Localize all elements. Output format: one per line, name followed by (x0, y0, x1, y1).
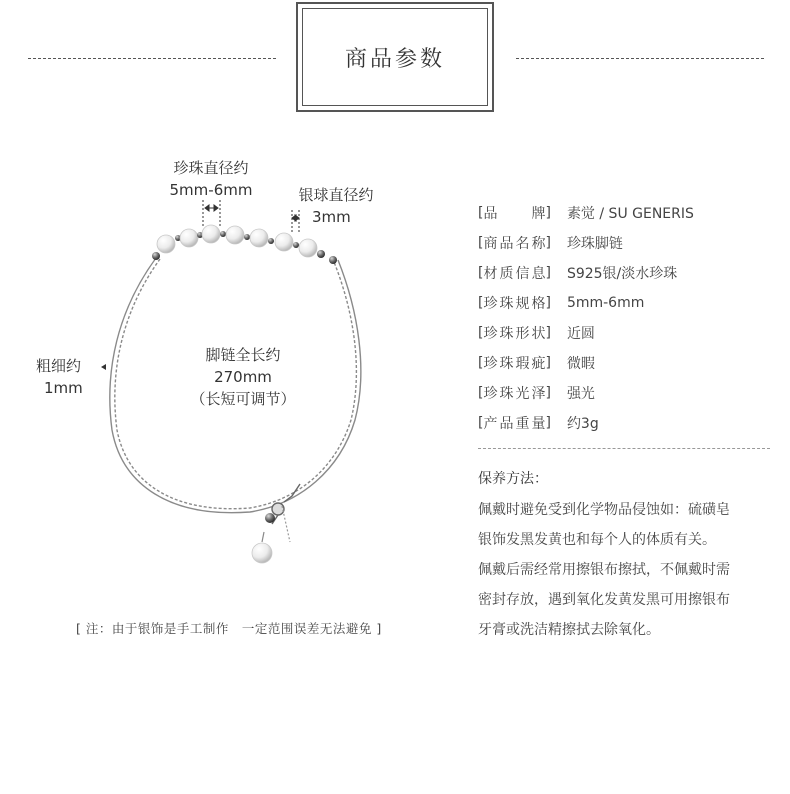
spec-label: 品 牌 (483, 206, 546, 222)
pearl-diameter-annotation (150, 157, 272, 201)
spec-label: 珍珠瑕疵 (483, 356, 546, 372)
spec-value: 微暇 (566, 356, 595, 372)
care-line: 佩戴后需经常用擦银布擦拭，不佩戴时需 (478, 562, 730, 578)
spec-value: 珍珠脚链 (566, 236, 623, 252)
thickness-annotation (36, 355, 98, 399)
spec-row: [ 材质信息 ] S925银/淡水珍珠 (478, 265, 678, 282)
title-frame (296, 2, 494, 112)
spec-label: 材质信息 (483, 266, 546, 282)
header-right-dashed-line (516, 58, 764, 59)
spec-label-open-bracket: [ (478, 205, 484, 221)
silver-bead-annotation (286, 184, 386, 228)
silver-bead-label: 银球直径约 (298, 186, 374, 204)
pearl-diameter-marker (203, 200, 220, 228)
care-line: 牙膏或洗洁精擦拭去除氧化。 (478, 622, 660, 638)
spec-row: [ 珍珠瑕疵 ] 微暇 (478, 355, 595, 372)
spec-row: [ 珍珠规格 ] 5mm-6mm (478, 295, 645, 312)
spec-value: 约3g (566, 416, 599, 432)
spec-row: [ 产品重量 ] 约3g (478, 415, 599, 432)
thickness-label: 粗细约 (36, 357, 82, 375)
spec-row (478, 198, 778, 228)
spec-row: [ 商品名称 ] 珍珠脚链 (478, 235, 623, 252)
handmade-note: [ 注：由于银饰是手工制作 一定范围误差无法避免 ] (76, 621, 382, 636)
spec-value: S925银/淡水珍珠 (566, 266, 678, 282)
length-label: 脚链全长约 (205, 346, 281, 364)
spec-label: 珍珠形状 (483, 326, 546, 342)
spec-value: 近圆 (566, 326, 595, 342)
spec-value: 强光 (566, 386, 595, 402)
care-instructions (478, 495, 770, 645)
care-line: 佩戴时避免受到化学物品侵蚀如：硫磺皂 (478, 502, 730, 518)
spec-value: 素觉 / SU GENERIS (566, 206, 694, 222)
page-title: 商品参数 (344, 46, 445, 72)
spec-list (478, 198, 778, 438)
spec-label: 珍珠规格 (483, 296, 546, 312)
pearl-diameter-value: 5mm-6mm (169, 181, 253, 199)
care-line: 密封存放，遇到氧化发黄发黑可用擦银布 (478, 592, 730, 608)
title-inner-frame (302, 8, 488, 106)
length-annotation (178, 344, 308, 410)
header-left-dashed-line (28, 58, 276, 59)
section-divider (478, 448, 770, 449)
length-note: （长短可调节） (190, 390, 296, 408)
spec-label-close-bracket: ] (545, 205, 551, 221)
clasp (272, 484, 300, 524)
drop-pearl (252, 543, 272, 563)
care-line: 银饰发黑发黄也和每个人的体质有关。 (478, 532, 716, 548)
care-title: 保养方法： (478, 471, 548, 487)
spec-row: [ 珍珠形状 ] 近圆 (478, 325, 595, 342)
spec-label: 产品重量 (483, 416, 546, 432)
silver-bead-value: 3mm (312, 208, 351, 226)
bead-row (152, 225, 337, 264)
pearl-diameter-label: 珍珠直径约 (173, 159, 249, 177)
length-value: 270mm (214, 368, 272, 386)
spec-row: [ 珍珠光泽 ] 强光 (478, 385, 595, 402)
spec-label: 商品名称 (483, 236, 546, 252)
spec-label: 珍珠光泽 (483, 386, 546, 402)
thickness-value: 1mm (44, 379, 83, 397)
spec-value: 5mm-6mm (566, 295, 645, 311)
tail-silver-bead (265, 513, 275, 523)
thickness-marker (101, 364, 106, 370)
